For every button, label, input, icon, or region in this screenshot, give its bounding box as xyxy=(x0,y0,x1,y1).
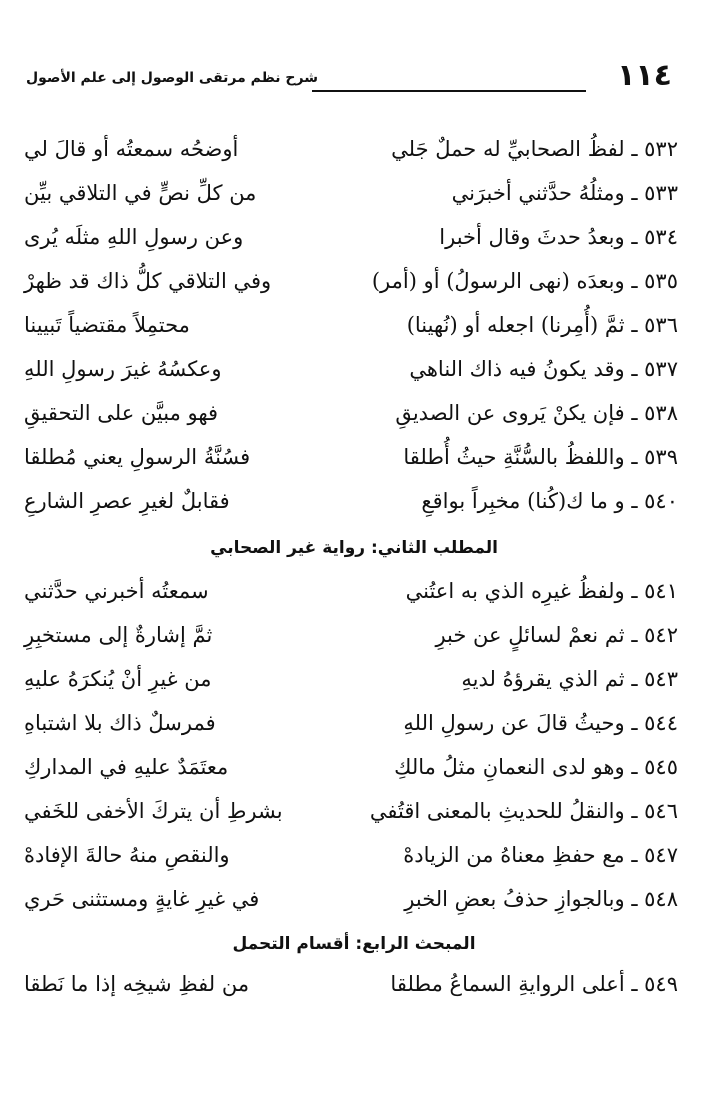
running-title: شرح نظم مرتقى الوصول إلى علم الأصول xyxy=(26,70,318,86)
verse-first-hemistich: ٥٣٣ ـ ومثلُهُ حدَّثني أخبرَني xyxy=(451,181,678,205)
verse-first-hemistich: ٥٣٥ ـ وبعدَه (نهى الرسولُ) أو (أمر) xyxy=(371,269,678,293)
verse-536 xyxy=(24,307,678,343)
verse-second-hemistich: والنقصِ منهُ حالةَ الإفادهْ xyxy=(24,843,230,867)
verse-532 xyxy=(24,131,678,167)
verse-first-hemistich: ٥٣٩ ـ واللفظُ بالسُّنَّةِ حيثُ أُطلقا xyxy=(403,445,678,469)
verse-538 xyxy=(24,395,678,431)
verse-first-hemistich: ٥٤٥ ـ وهو لدى النعمانِ مثلُ مالكِ xyxy=(394,755,678,779)
verse-548 xyxy=(24,881,678,917)
verse-544 xyxy=(24,705,678,741)
verse-first-hemistich: ٥٣٦ ـ ثمَّ (أُمِرنا) اجعله أو (نُهينا) xyxy=(406,313,678,337)
verse-second-hemistich: فهو مبيَّن على التحقيقِ xyxy=(24,401,219,425)
verse-537 xyxy=(24,351,678,387)
verse-second-hemistich: ثمَّ إشارةٌ إلى مستخبِرِ xyxy=(24,623,213,647)
verse-first-hemistich: ٥٤٧ ـ مع حفظِ معناهُ من الزيادهْ xyxy=(403,843,678,867)
verse-second-hemistich: من كلِّ نصٍّ في التلاقي بيِّن xyxy=(24,181,257,205)
verse-546 xyxy=(24,793,678,829)
verse-first-hemistich: ٥٣٧ ـ وقد يكونُ فيه ذاك الناهي xyxy=(409,357,678,381)
verse-first-hemistich: ٥٣٢ ـ لفظُ الصحابيِّ له حملٌ جَلي xyxy=(391,137,678,161)
verse-second-hemistich: من لفظِ شيخِه إذا ما نَطقا xyxy=(24,972,250,996)
verse-first-hemistich: ٥٣٨ ـ فإن يكنْ يَروى عن الصديقِ xyxy=(395,401,678,425)
verse-second-hemistich: وعن رسولِ اللهِ مثلَه يُرى xyxy=(24,225,244,249)
verse-543 xyxy=(24,661,678,697)
verse-second-hemistich: سمعتُه أخبرني حدَّثني xyxy=(24,579,209,603)
verse-533 xyxy=(24,175,678,211)
verse-second-hemistich: وفي التلاقي كلُّ ذاك قد ظهرْ xyxy=(24,269,272,293)
page-header xyxy=(26,58,672,106)
verse-535 xyxy=(24,263,678,299)
verse-second-hemistich: فمرسلٌ ذاك بلا اشتباهِ xyxy=(24,711,216,735)
verse-second-hemistich: فسُنَّةُ الرسولِ يعني مُطلقا xyxy=(24,445,251,469)
verse-first-hemistich: ٥٣٤ ـ وبعدُ حدثَ وقال أخبرا xyxy=(439,225,678,249)
verse-second-hemistich: في غيرِ غايةٍ ومستثنى حَري xyxy=(24,887,260,911)
verse-540 xyxy=(24,483,678,519)
verse-second-hemistich: فقابلٌ لغيرِ عصرِ الشارعِ xyxy=(24,489,230,513)
verse-first-hemistich: ٥٤٢ ـ ثم نعمْ لسائلٍ عن خبرِ xyxy=(435,623,678,647)
verse-second-hemistich: وعكسُهُ غيرَ رسولِ اللهِ xyxy=(24,357,222,381)
page-number: ١١٤ xyxy=(617,58,672,93)
header-rule xyxy=(312,90,586,92)
verse-534 xyxy=(24,219,678,255)
verse-539 xyxy=(24,439,678,475)
verse-second-hemistich: بشرطِ أن يتركَ الأخفى للخَفي xyxy=(24,799,283,823)
verse-547 xyxy=(24,837,678,873)
verse-second-hemistich: محتمِلاً مقتضياً تَبيينا xyxy=(24,313,190,337)
verse-first-hemistich: ٥٤٤ ـ وحيثُ قالَ عن رسولِ اللهِ xyxy=(403,711,678,735)
verse-first-hemistich: ٥٤٣ ـ ثم الذي يقرؤهُ لديهِ xyxy=(461,667,678,691)
verse-second-hemistich: معتَمَدٌ عليهِ في المداركِ xyxy=(24,755,229,779)
verse-second-hemistich: من غيرِ أنْ يُنكرَهُ عليهِ xyxy=(24,667,212,691)
verse-first-hemistich: ٥٤٩ ـ أعلى الروايةِ السماعُ مطلقا xyxy=(390,972,678,996)
verse-first-hemistich: ٥٤٦ ـ والنقلُ للحديثِ بالمعنى اقتُفي xyxy=(369,799,678,823)
section-heading: المطلب الثاني: رواية غير الصحابي xyxy=(210,538,498,558)
verse-541 xyxy=(24,573,678,609)
verse-545 xyxy=(24,749,678,785)
verse-first-hemistich: ٥٤٠ ـ و ما ك(كُنا) مخبِراً بواقعِ xyxy=(421,489,678,513)
verse-second-hemistich: أوضحُه سمعتُه أو قالَ لي xyxy=(24,137,239,161)
verse-549 xyxy=(24,966,678,1002)
verse-first-hemistich: ٥٤١ ـ ولفظُ غيرِه الذي به اعتُني xyxy=(405,579,678,603)
section-heading: المبحث الرابع: أقسام التحمل xyxy=(232,934,476,954)
verse-542 xyxy=(24,617,678,653)
verse-first-hemistich: ٥٤٨ ـ وبالجوازِ حذفُ بعضِ الخبرِ xyxy=(404,887,678,911)
